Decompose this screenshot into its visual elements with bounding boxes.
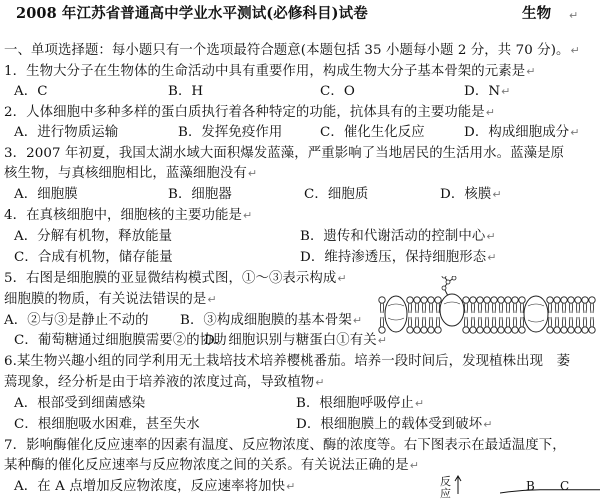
phospholipid-lower [428,317,434,333]
phospholipid-upper [582,297,588,313]
phospholipid-lower [435,317,441,333]
cell-membrane-diagram [378,276,600,338]
q6-stem-line1: 6.某生物兴趣小组的同学利用无土栽培技术培养樱桃番茄。培养一段时间后，发现植株出现 萎 [4,354,571,369]
phospholipid-lower [414,317,420,333]
q7-option-a: A．在 A 点增加反应物浓度，反应速率将加快↵ [14,479,296,494]
phospholipid-lower [575,317,581,333]
q5-option-a: A．②与③是静止不动的 [4,313,149,328]
phospholipid-upper [428,297,434,313]
q6-option-c: C．根细胞吸水困难，甚至失水 [14,417,200,432]
phospholipid-lower [505,317,511,333]
phospholipid-upper [407,297,413,313]
graph-point-b: B [526,479,535,493]
phospholipid-upper [512,297,518,313]
phospholipid-upper [498,297,504,313]
phospholipid-lower [463,317,469,333]
q1-option-d: D．N↵ [464,84,511,99]
phospholipid-upper [484,297,490,313]
q2-option-a: A．进行物质运输 [14,125,119,140]
q5-option-c: C．葡萄糖通过细胞膜需要②的协助 [14,333,227,348]
q3-option-a: A．细胞膜 [14,187,78,202]
q5-stem-line1: 5．右图是细胞膜的亚显微结构模式图，①～③表示构成↵ [4,271,347,286]
section-header: 一、单项选择题：每小题只有一个选项最符合题意(本题包括 35 小题每小题 2 分，共 70 分)。↵ [4,43,580,58]
subject-label: 生物 [522,5,552,22]
return-mark: ↵ [569,9,579,22]
q1-option-c: C．O [320,84,355,99]
phospholipid-lower [470,317,476,333]
phospholipid-lower [582,317,588,333]
phospholipid-lower [512,317,518,333]
q6-option-b: B．根细胞呼吸停止↵ [296,396,425,411]
phospholipid-lower [484,317,490,333]
membrane-protein-right [524,296,548,332]
q2-option-c: C．催化生化反应 [320,125,425,140]
phospholipid-upper [589,297,595,313]
q3-stem-line2: 核生物，与真核细胞相比，蓝藻细胞没有↵ [4,166,258,181]
q6-option-d: D．根细胞膜上的载体受到破坏↵ [296,417,493,432]
phospholipid-lower [568,317,574,333]
q5-option-b: B．③构成细胞膜的基本骨架↵ [180,313,363,328]
q3-stem-line1: 3．2007 年初夏，我国太湖水域大面积爆发蓝藻，严重影响了当地居民的生活用水。蓝藻是原 [4,146,565,161]
q6-option-a: A．根部受到细菌感染 [14,396,146,411]
q7-stem-line1: 7．影响酶催化反应速率的因素有温度、反应物浓度、酶的浓度等。右下图表示在最适温度下， [4,438,566,453]
q6-stem-line2: 蔫现象，经分析是由于培养液的浓度过高，导致植物↵ [4,375,325,390]
q3-option-d: D．核膜↵ [440,187,502,202]
q5-option-d: D．细胞识别与糖蛋白①有关↵ [204,333,388,348]
document-title: 2008 年江苏省普通高中学业水平测试(必修科目)试卷 [16,5,368,22]
phospholipid-upper [477,297,483,313]
phospholipid-upper [470,297,476,313]
phospholipid-upper [505,297,511,313]
phospholipid-lower [379,317,385,333]
q4-stem: 4．在真核细胞中，细胞核的主要功能是↵ [4,208,253,223]
phospholipid-lower [561,317,567,333]
phospholipid-lower [421,317,427,333]
graph-point-c: C [560,479,570,493]
phospholipid-upper [575,297,581,313]
q4-option-d: D．维持渗透压，保持细胞形态↵ [300,250,497,265]
enzyme-rate-graph-axis [452,474,464,494]
q2-stem: 2．人体细胞中多种多样的蛋白质执行着各种特定的功能，抗体具有的主要功能是↵ [4,105,496,120]
graph-ylabel: 反应 [440,475,452,500]
phospholipid-upper [379,297,385,313]
phospholipid-upper [568,297,574,313]
phospholipid-lower [589,317,595,333]
q3-option-b: B．细胞器 [168,187,232,202]
q5-stem-line2: 细胞膜的物质，有关说法错误的是↵ [4,292,217,307]
q1-option-a: A．C [14,84,48,99]
membrane-protein-mid [440,294,464,326]
q4-option-b: B．遗传和代谢活动的控制中心↵ [300,229,496,244]
phospholipid-lower [477,317,483,333]
enzyme-rate-curve [500,489,600,494]
phospholipid-lower [554,317,560,333]
q1-stem: 1．生物大分子在生物体的生命活动中具有重要作用，构成生物大分子基本骨架的元素是↵ [4,64,536,79]
q7-stem-line2: 某种酶的催化反应速率与反应物浓度之间的关系。有关说法正确的是↵ [4,458,420,473]
phospholipid-lower [407,317,413,333]
membrane-protein-left [385,296,407,332]
phospholipid-upper [491,297,497,313]
phospholipid-upper [554,297,560,313]
q4-option-a: A．分解有机物，释放能量 [14,229,173,244]
q4-option-c: C．合成有机物，储存能量 [14,250,173,265]
phospholipid-lower [491,317,497,333]
q3-option-c: C．细胞质 [304,187,369,202]
phospholipid-upper [561,297,567,313]
phospholipid-upper [414,297,420,313]
q2-option-d: D．构成细胞成分↵ [464,125,580,140]
q2-option-b: B．发挥免疫作用 [178,125,283,140]
q1-option-b: B．H [168,84,204,99]
phospholipid-lower [498,317,504,333]
phospholipid-upper [421,297,427,313]
